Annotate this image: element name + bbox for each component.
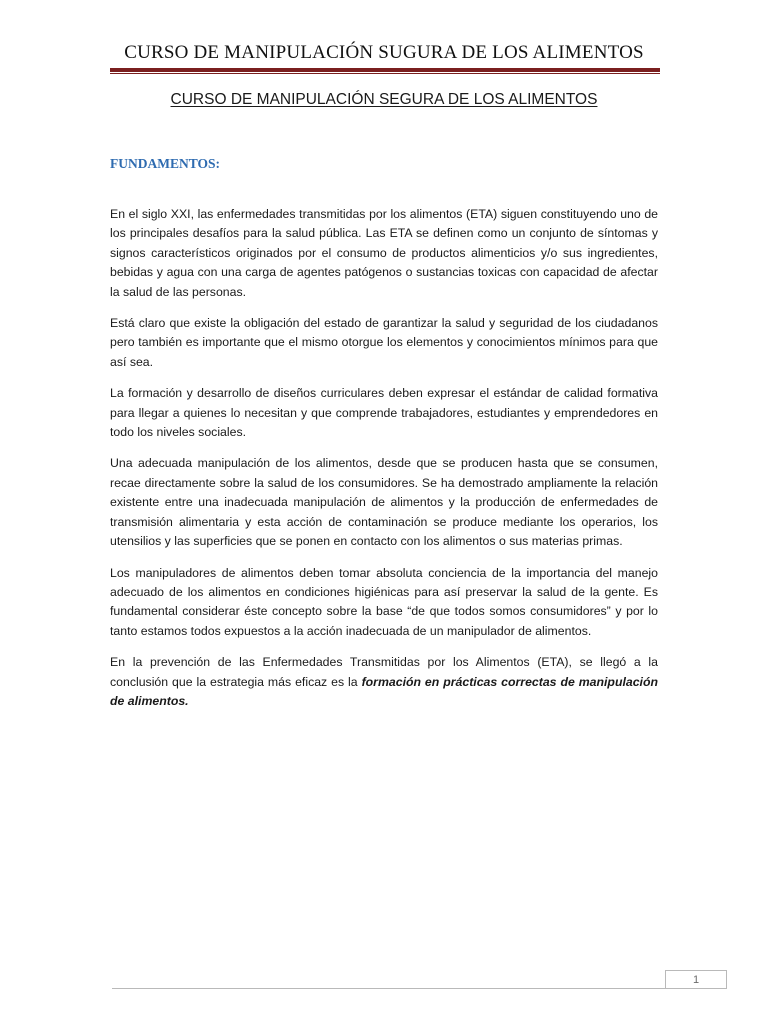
document-title (0, 91, 768, 109)
document-title-text: CURSO DE MANIPULACIÓN SEGURA DE LOS ALIMENTOS (170, 91, 598, 108)
document-body (110, 205, 658, 723)
paragraph-6-text: En la prevención de las Enfermedades Transmitidas por los Alimentos (ETA), se llegó a la conclusión que la estrategia más eficaz es la (110, 655, 658, 689)
page-number-tab (665, 970, 727, 989)
section-heading: FUNDAMENTOS: (110, 156, 221, 171)
paragraph-4: Una adecuada manipulación de los alimentos, desde que se producen hasta que se consumen, recae directamente sobre la salud de los consumidores. Se ha demostrado ampliamente la relación existente entre una inadecuada manipulación de alimentos y la producción de enfermedades de transmisión alimentaria y esta acción de contaminación se produce mediante los operarios, los utensilios y las superficies que se ponen en contacto con los alimentos o sus materias primas. (110, 456, 658, 549)
paragraph-1: En el siglo XXI, las enfermedades transmitidas por los alimentos (ETA) siguen constituyendo uno de los principales desafíos para la salud pública. Las ETA se definen como un conjunto de síntomas y signos característicos originados por el consumo de productos alimenticios y/o sus ingredientes, bebidas y agua con una carga de agentes patógenos o sustancias toxicas con capacidad de afectar la salud de las personas. (110, 207, 658, 299)
paragraph-6 (110, 653, 658, 711)
page-number: 1 (692, 974, 700, 986)
header-rule-thin (110, 73, 660, 74)
header-rule (110, 68, 660, 72)
paragraph-6-emphasis: formación en prácticas correctas de manipulación de alimentos. (110, 674, 658, 708)
paragraph-3: La formación y desarrollo de diseños curriculares deben expresar el estándar de calidad formativa para llegar a quienes lo necesitan y que comprende trabajadores, estudiantes y emprendedores en todo los niveles sociales. (110, 386, 658, 440)
paragraph-2: Está claro que existe la obligación del estado de garantizar la salud y seguridad de los ciudadanos pero también es importante que el mismo otorgue los elementos y conocimientos mínimos para que así sea. (110, 316, 658, 369)
paragraph-5: Los manipuladores de alimentos deben tomar absoluta conciencia de la importancia del manejo adecuado de los alimentos en condiciones higiénicas para así preservar la salud de la gente. Es fundamental considerar éste concepto sobre la base “de que todos somos consumidores” y por lo tanto estamos todos expuestos a la acción inadecuada de un manipulador de alimentos. (110, 565, 658, 638)
footer-rule (112, 988, 726, 989)
running-header-title: CURSO DE MANIPULACIÓN SUGURA DE LOS ALIMENTOS (124, 42, 644, 63)
